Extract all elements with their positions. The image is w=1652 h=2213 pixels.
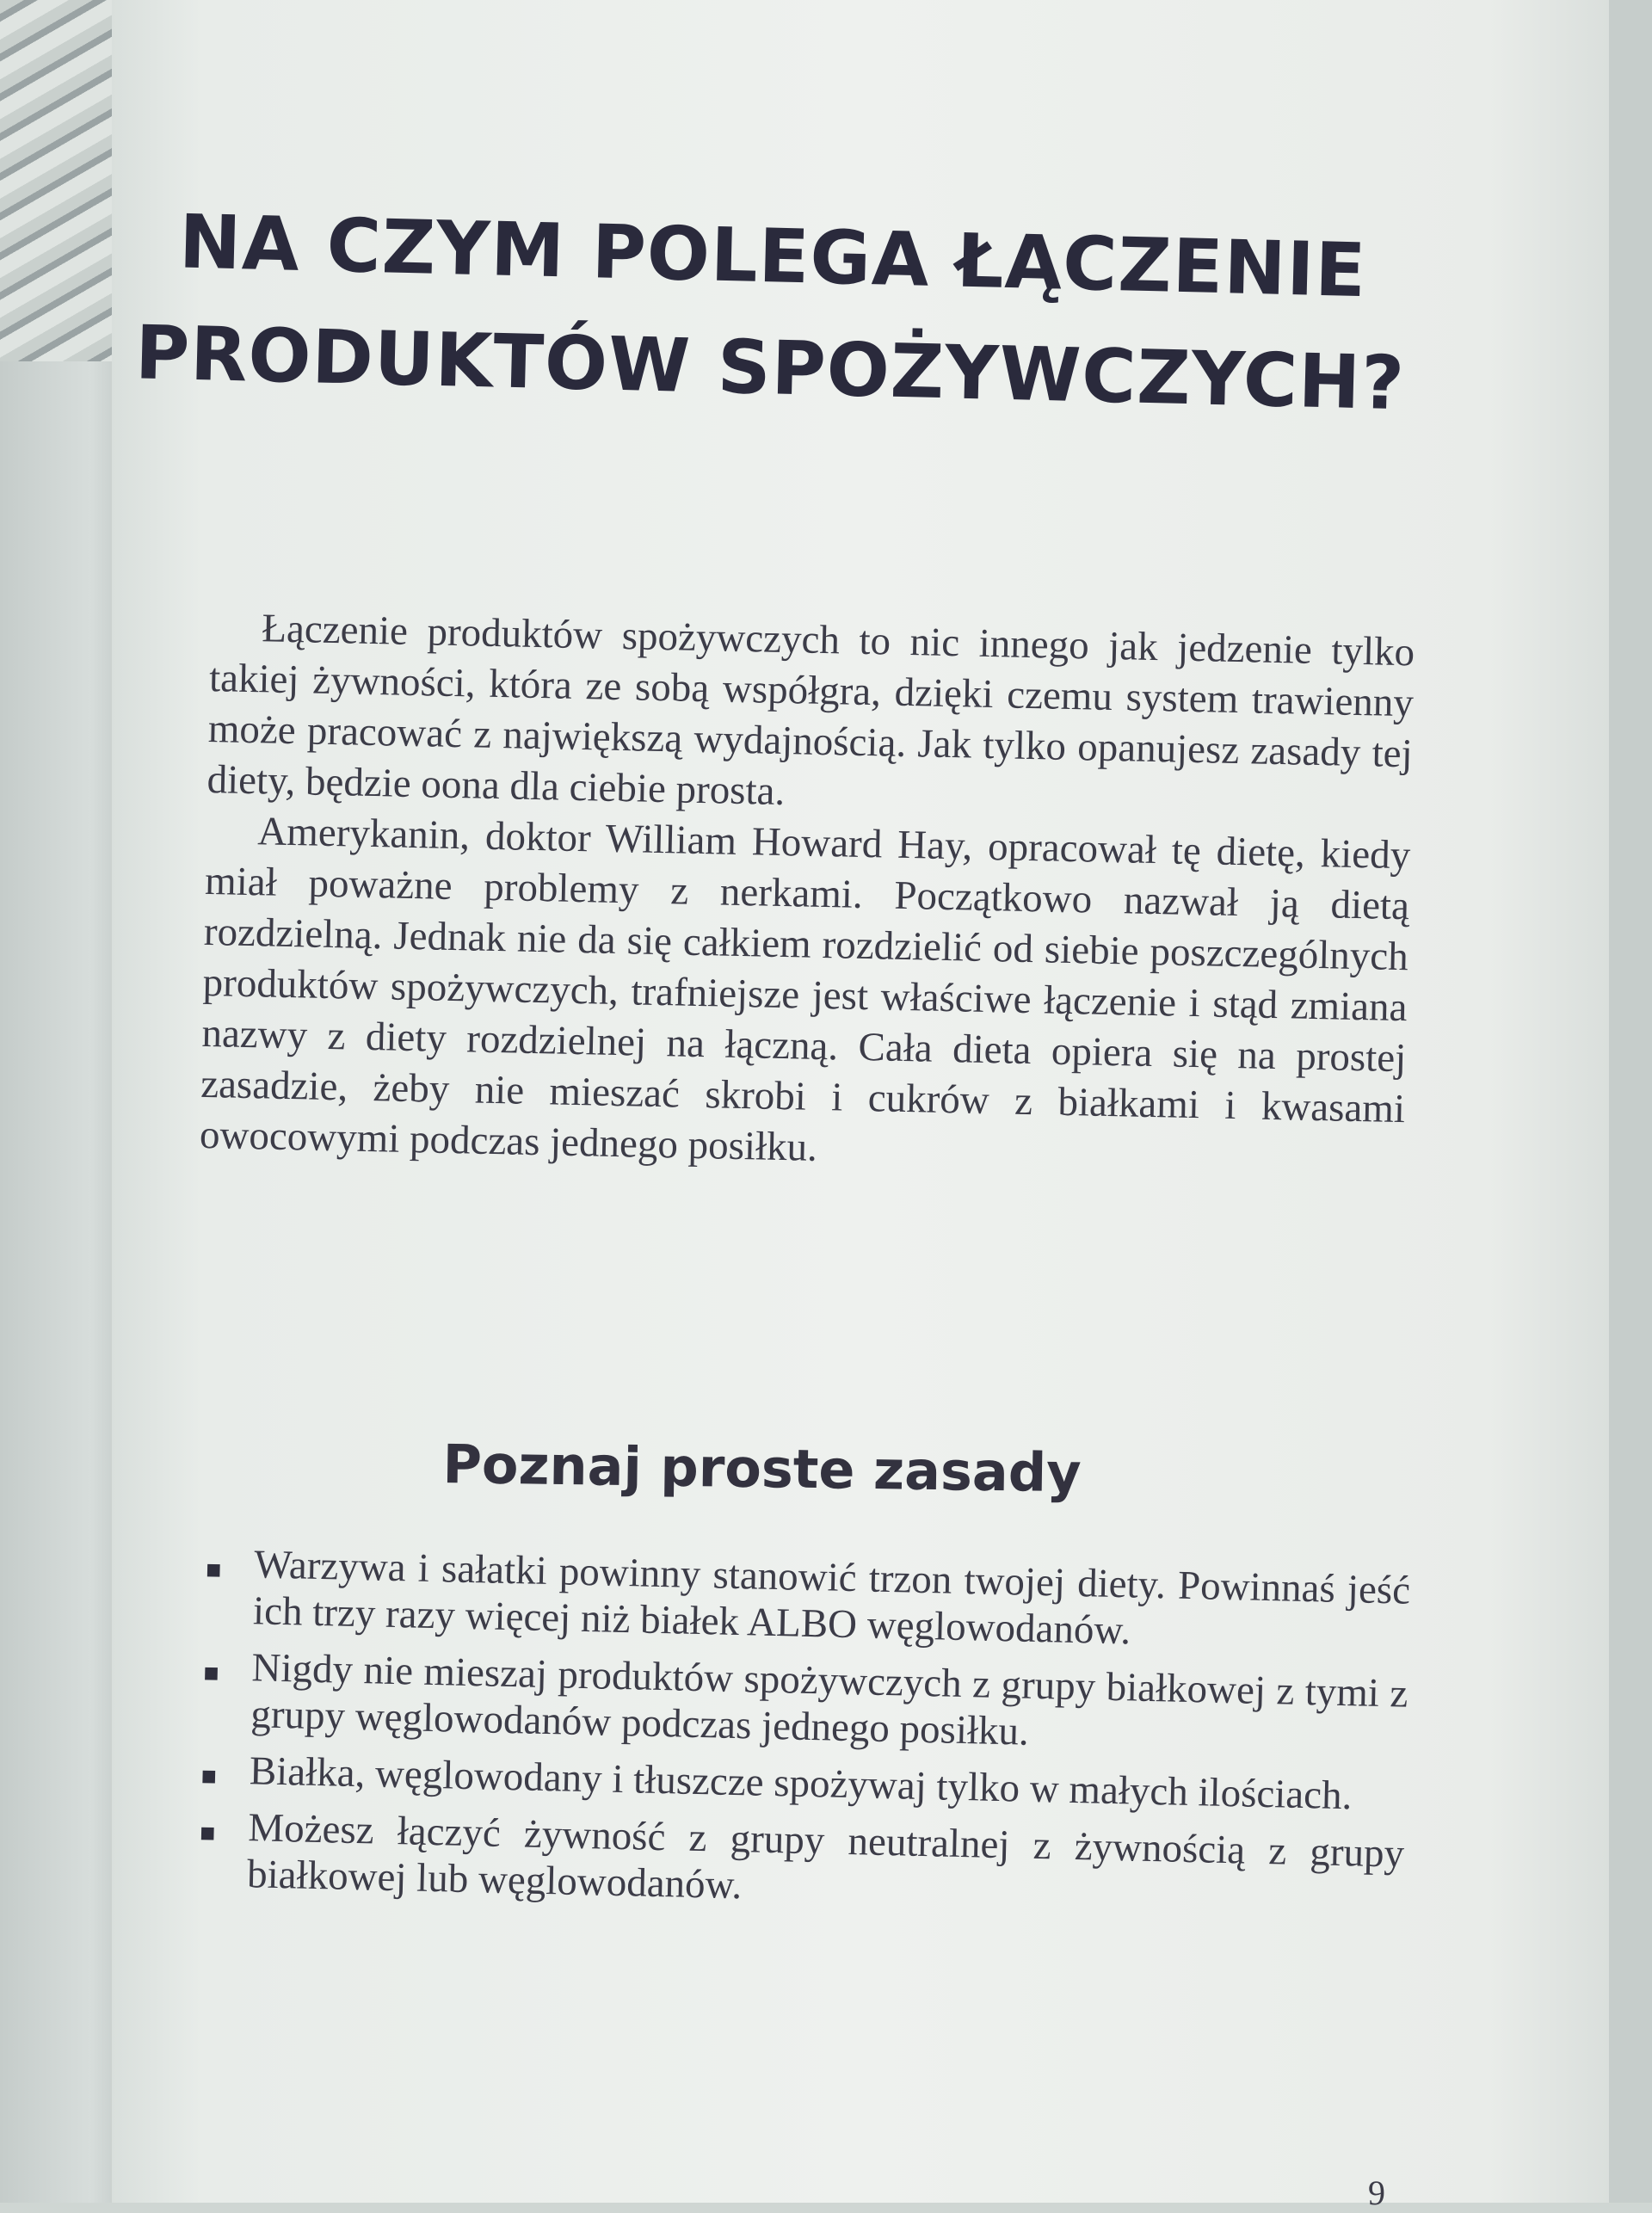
body-text xyxy=(199,602,1415,1186)
paragraph-history: Amerykanin, doktor William Howard Hay, opracował tę dietę, kiedy miał poważne problemy z nerkami. Początkowo nazwał ją dietą rozdzielną. Jednak nie da się całkiem rozdzielić od siebie poszczególnych produktów spożywczych, trafniejsze jest właściwe łączenie i stąd zmiana nazwy z diety rozdzielnej na łączną. Cała dieta opiera się na prostej zasadzie, żeby nie mieszać skrobi i cukrów z białkami i kwasami owocowymi podczas jednego posiłku. xyxy=(199,809,1411,1170)
chapter-title xyxy=(124,185,1420,441)
page-number: 9 xyxy=(1368,2173,1385,2212)
section-heading: Poznaj proste zasady xyxy=(441,1433,1082,1505)
rules-list xyxy=(198,1540,1410,1934)
bullet-icon: ■ xyxy=(203,1658,219,1688)
rule-item xyxy=(202,1643,1409,1764)
chapter-title-line-2: PRODUKTÓW SPOŻYWCZYCH? xyxy=(133,310,1407,428)
book-page-edge-lower xyxy=(0,361,129,2203)
rule-item xyxy=(199,1803,1405,1924)
book-page-stack xyxy=(0,0,129,361)
bullet-icon: ■ xyxy=(205,1555,222,1585)
chapter-title-line-1: NA CZYM POLEGA ŁĄCZENIE xyxy=(178,199,1368,315)
paragraph-intro: Łączenie produktów spożywczych to nic innego jak jedzenie tylko takiej żywności, która ze sobą współgra, dzięki czemu system trawienny może pracować z największą wydajnością. Jak tylko opanujesz zasady tej diety, będzie oona dla ciebie prosta. xyxy=(206,606,1415,815)
rule-text: Warzywa i sałatki powinny stanowić trzon twojej diety. Powinnaś jeść ich trzy razy więcej niż białek ALBO węglowodanów. xyxy=(252,1542,1411,1654)
rule-text: Nigdy nie mieszaj produktów spożywczych z grupy białkowej z tymi z grupy węglowodanów podczas jednego posiłku. xyxy=(250,1645,1409,1754)
bullet-icon: ■ xyxy=(199,1818,216,1848)
background-edge xyxy=(1609,0,1652,2203)
bullet-icon: ■ xyxy=(200,1761,218,1791)
rule-text: Białka, węglowodany i tłuszcze spożywaj tylko w małych ilościach. xyxy=(249,1748,1353,1819)
rule-text: Możesz łączyć żywność z grupy neutralnej z żywnością z grupy białkowej lub węglowodanów. xyxy=(246,1805,1405,1908)
